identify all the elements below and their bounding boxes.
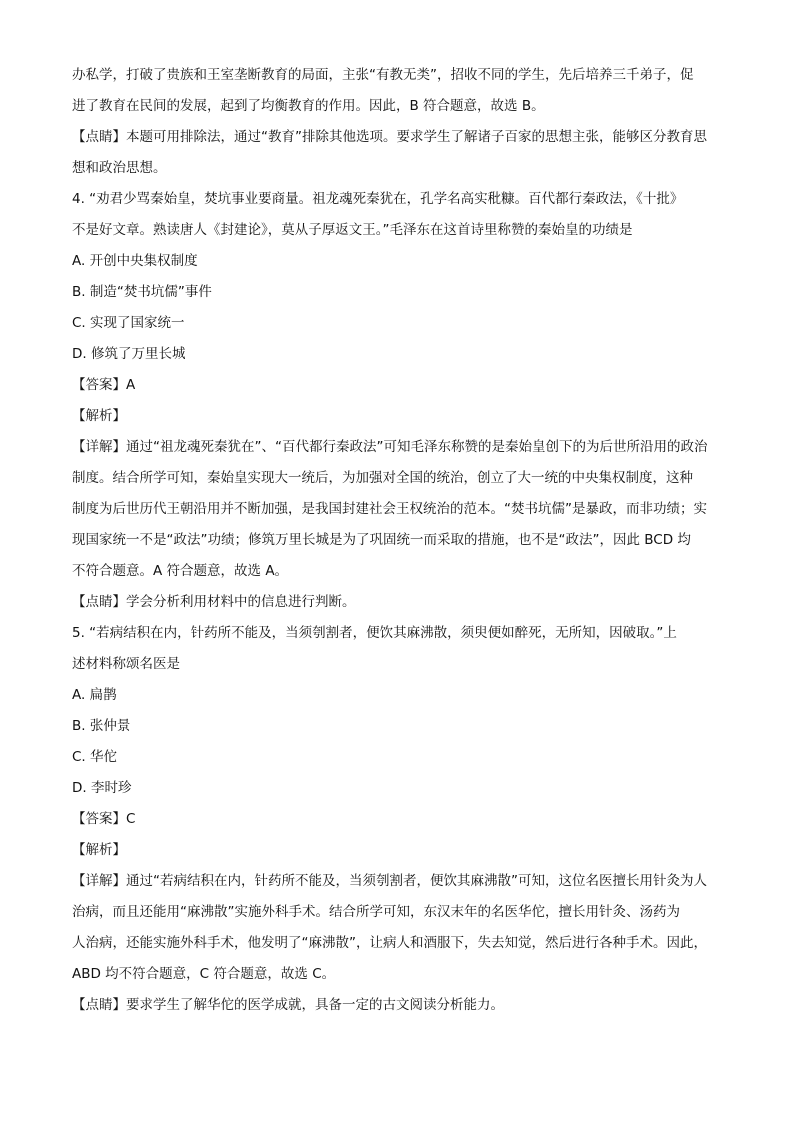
q5-detail-line-1: 【详解】通过“若病结积在内，针药所不能及，当须刳割者，便饮其麻沸散”可知，这位名医擅长用针灸为人 — [72, 873, 707, 889]
q5-dianjing: 【点睛】要求学生了解华佗的医学成就，具备一定的古文阅读分析能力。 — [72, 997, 504, 1013]
q3-dianjing-line-1: 【点睛】本题可用排除法，通过“教育”排除其他选项。要求学生了解诸子百家的思想主张，能够区分教育思 — [72, 129, 707, 145]
q4-analysis-heading: 【解析】 — [72, 408, 126, 424]
q3-dianjing-line-2: 想和政治思想。 — [72, 160, 167, 176]
document-page — [72, 60, 722, 1021]
q4-detail-line-1: 【详解】通过“祖龙魂死秦犹在”、“百代都行秦政法”可知毛泽东称赞的是秦始皇创下的为后世所沿用的政治 — [72, 439, 708, 455]
q5-detail-line-3: 人治病，还能实施外科手术，他发明了“麻沸散”，让病人和酒服下，失去知觉，然后进行各种手术。因此， — [72, 935, 707, 951]
q4-option-b: B. 制造“焚书坑儒”事件 — [72, 284, 212, 300]
q5-answer: 【答案】C — [72, 811, 136, 827]
q4-detail-line-5: 不符合题意。A 符合题意，故选 A。 — [72, 563, 289, 579]
q4-stem-line-1: 4. “劝君少骂秦始皇，焚坑事业要商量。祖龙魂死秦犹在，孔学名高实秕糠。百代都行秦政法，《十批》 — [72, 191, 684, 207]
q4-detail-line-4: 现国家统一不是“政法”功绩；修筑万里长城是为了巩固统一而采取的措施，也不是“政法”，因此 BCD 均 — [72, 532, 691, 548]
q4-dianjing: 【点睛】学会分析利用材料中的信息进行判断。 — [72, 594, 356, 610]
q5-detail-line-2: 治病，而且还能用“麻沸散”实施外科手术。结合所学可知，东汉末年的名医华佗，擅长用针灸、汤药为 — [72, 904, 680, 920]
q4-option-d: D. 修筑了万里长城 — [72, 346, 186, 362]
q5-stem-line-2: 述材料称颂名医是 — [72, 656, 180, 672]
q4-detail-line-3: 制度为后世历代王朝沿用并不断加强，是我国封建社会王权统治的范本。“焚书坑儒”是暴政，而非功绩；实 — [72, 501, 707, 517]
q5-option-a: A. 扁鹊 — [72, 687, 117, 703]
q4-option-a: A. 开创中央集权制度 — [72, 253, 198, 269]
q4-stem-line-2: 不是好文章。熟读唐人《封建论》，莫从子厚返文王。”毛泽东在这首诗里称赞的秦始皇的功绩是 — [72, 222, 633, 238]
q5-stem-line-1: 5. “若病结积在内，针药所不能及，当须刳割者，便饮其麻沸散，须臾便如醉死，无所知，因破取。”上 — [72, 625, 677, 641]
q5-option-c: C. 华佗 — [72, 749, 118, 765]
q3-tail-line-1: 办私学，打破了贵族和王室垄断教育的局面，主张“有教无类”，招收不同的学生，先后培养三千弟子，促 — [72, 67, 694, 83]
q5-option-b: B. 张仲景 — [72, 718, 131, 734]
q5-option-d: D. 李时珍 — [72, 780, 132, 796]
q5-analysis-heading: 【解析】 — [72, 842, 126, 858]
q4-answer: 【答案】A — [72, 377, 136, 393]
q4-option-c: C. 实现了国家统一 — [72, 315, 185, 331]
q5-detail-line-4: ABD 均不符合题意，C 符合题意，故选 C。 — [72, 966, 336, 982]
q3-tail-line-2: 进了教育在民间的发展，起到了均衡教育的作用。因此，B 符合题意，故选 B。 — [72, 98, 545, 114]
q4-detail-line-2: 制度。结合所学可知，秦始皇实现大一统后，为加强对全国的统治，创立了大一统的中央集权制度，这种 — [72, 470, 693, 486]
